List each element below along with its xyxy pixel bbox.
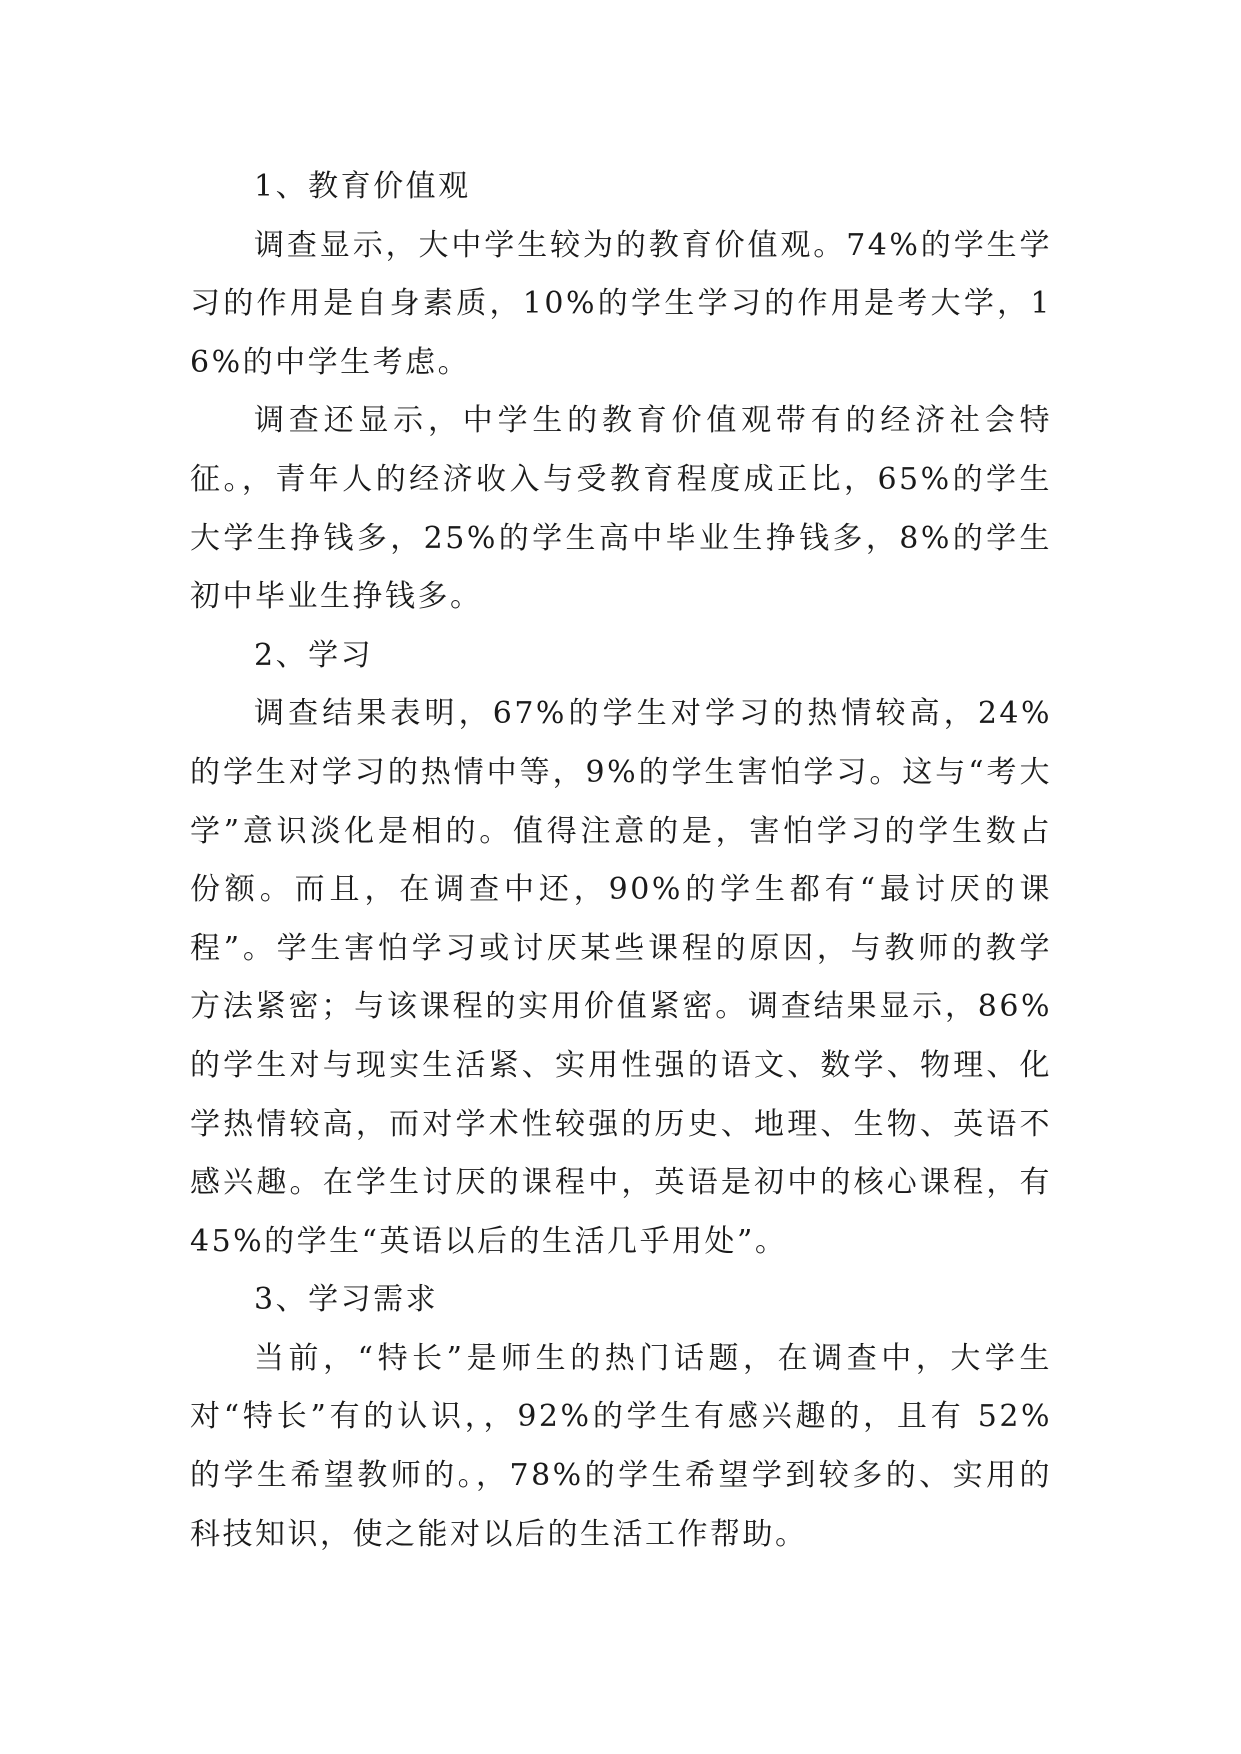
section-heading-learning: 2、学习 (254, 637, 374, 673)
paragraph: 调查还显示，中学生的教育价值观带有的经济社会特征。，青年人的经济收入与受教育程度成正比，65%的学生大学生挣钱多，25%的学生高中毕业生挣钱多，8%的学生初中毕业生挣钱多。 (190, 403, 1052, 615)
section-heading-learning-needs: 3、学习需求 (254, 1282, 439, 1318)
section-heading-education-values: 1、教育价值观 (254, 169, 471, 204)
document-body (190, 158, 1052, 1564)
paragraph: 调查显示，大中学生较为的教育价值观。74%的学生学习的作用是自身素质，10%的学生学习的作用是考大学，16%的中学生考虑。 (190, 227, 1052, 380)
paragraph: 当前，“特长”是师生的热门话题，在调查中，大学生对“特长”有的认识，，92%的学生有感兴趣的，且有 52%的学生希望教师的。，78%的学生希望学到较多的、实用的科技知识，使之能对以后的生活工作帮助。 (190, 1340, 1052, 1552)
paragraph: 调查结果表明，67%的学生对学习的热情较高，24%的学生对学习的热情中等，9%的学生害怕学习。这与“考大学”意识淡化是相的。值得注意的是，害怕学习的学生数占份额。而且，在调查中还，90%的学生都有“最讨厌的课程”。学生害怕学习或讨厌某些课程的原因，与教师的教学方法紧密；与该课程的实用价值紧密。调查结果显示，86%的学生对与现实生活紧、实用性强的语文、数学、物理、化学热情较高，而对学术性较强的历史、地理、生物、英语不感兴趣。在学生讨厌的课程中，英语是初中的核心课程，有 45%的学生“英语以后的生活几乎用处”。 (190, 696, 1052, 1259)
